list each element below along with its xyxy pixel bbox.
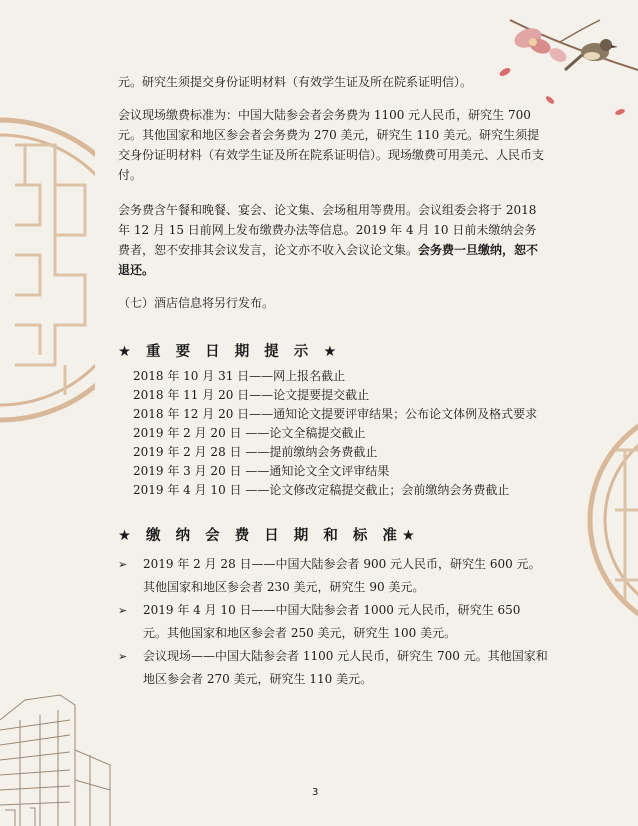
date-item: 2018 年 12 月 20 日——通知论文提要评审结果；公布论文体例及格式要求 <box>133 407 538 421</box>
fee-item <box>118 599 548 645</box>
fee-paragraph-continued: 元。研究生须提交身份证明材料（有效学生证及所在院系证明信）。 <box>118 75 473 89</box>
fee-item <box>118 553 548 599</box>
fee-item-text: 会议现场——中国大陆参会者 1100 元人民币，研究生 700 元。其他国家和地区参会者 270 美元，研究生 110 美元。 <box>143 649 548 686</box>
building-sketch-decoration <box>0 690 115 826</box>
onsite-fee-paragraph: 会议现场缴费标准为：中国大陆参会者会务费为 1100 元人民币，研究生 700 元。其他国家和地区参会者会务费为 270 美元，研究生 110 美元。研究生须提交身份证明材料（有效学生证及所在院系证明信）。现场缴费可用美元、人民币支付。 <box>118 108 545 182</box>
fee-item <box>118 645 548 691</box>
date-item: 2019 年 3 月 20 日 ——通知论文全文评审结果 <box>133 464 390 478</box>
fee-includes-text: 会务费含午餐和晚餐、宴会、论文集、会场租用等费用。会议组委会将于 2018 年 12 月 15 日前网上发布缴费办法等信息。2019 年 4 月 10 日前未缴纳会务费者，恕不安排其会议发言，论文亦不收入会议论文集。 <box>118 203 537 257</box>
fee-schedule-heading: ★ 缴 纳 会 费 日 期 和 标 准★ <box>118 528 420 544</box>
fee-includes-paragraph <box>118 200 548 280</box>
no-refund-notice: 会务费一旦缴纳，恕不退还。 <box>118 243 539 277</box>
arrow-bullet-icon: ➢ <box>118 650 128 663</box>
date-item: 2019 年 4 月 10 日 ——论文修改定稿提交截止；会前缴纳会务费截止 <box>133 483 510 497</box>
lattice-window-left-decoration <box>0 115 95 425</box>
arrow-bullet-icon: ➢ <box>118 604 128 617</box>
page-number: 3 <box>312 787 319 798</box>
fee-item-text: 2019 年 4 月 10 日——中国大陆参会者 1000 元人民币，研究生 650 元。其他国家和地区参会者 250 美元，研究生 100 美元。 <box>143 603 521 640</box>
date-item: 2018 年 11 月 20 日——论文提要提交截止 <box>133 388 370 402</box>
important-dates-list <box>133 367 537 500</box>
fee-schedule-list <box>118 553 548 691</box>
date-item: 2019 年 2 月 28 日 ——提前缴纳会务费截止 <box>133 445 378 459</box>
arrow-bullet-icon: ➢ <box>118 558 128 571</box>
fee-item-text: 2019 年 2 月 28 日——中国大陆参会者 900 元人民币，研究生 600 元。其他国家和地区参会者 230 美元，研究生 90 美元。 <box>143 557 541 594</box>
date-item: 2018 年 10 月 31 日——网上报名截止 <box>133 369 346 383</box>
lattice-window-right-decoration <box>585 400 638 640</box>
hotel-info-paragraph: （七）酒店信息将另行发布。 <box>118 296 275 310</box>
important-dates-heading: ★ 重 要 日 期 提 示 ★ <box>118 344 342 360</box>
date-item: 2019 年 2 月 20 日 ——论文全稿提交截止 <box>133 426 366 440</box>
